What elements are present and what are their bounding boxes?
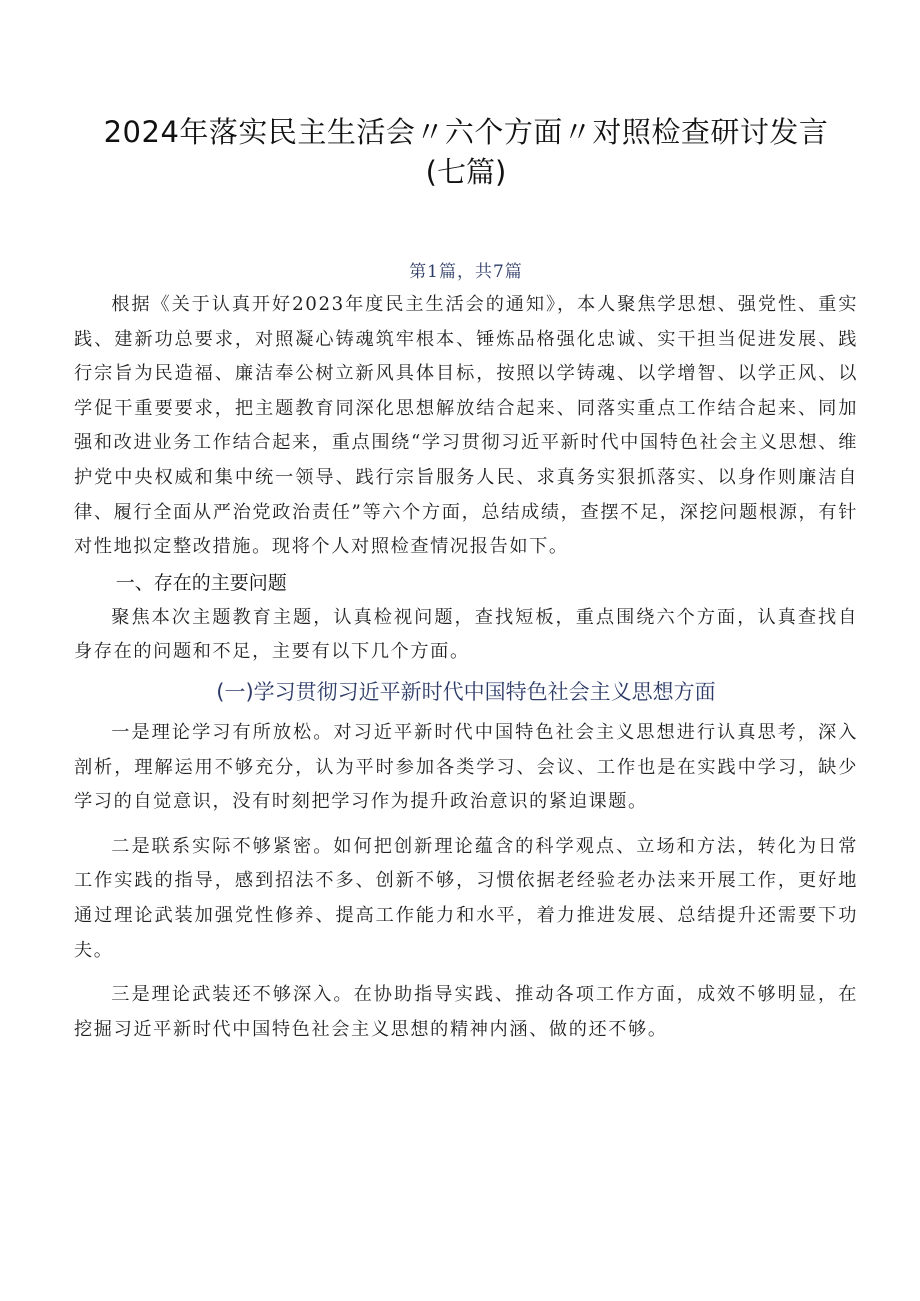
part-indicator: 第1篇，共7篇 xyxy=(409,262,523,282)
point-three-paragraph: 三是理论武装还不够深入。在协助指导实践、推动各项工作方面，成效不够明显，在挖掘习近平新时代中国特色社会主义思想的精神内涵、做的还不够。 xyxy=(74,984,858,1040)
point-two-paragraph: 二是联系实际不够紧密。如何把创新理论蕴含的科学观点、立场和方法，转化为日常工作实践的指导，感到招法不多、创新不够，习惯依据老经验老办法来开展工作，更好地通过理论武装加强党性修养、提高工作能力和水平，着力推进发展、总结提升还需要下功夫。 xyxy=(74,835,858,961)
point-one-paragraph: 一是理论学习有所放松。对习近平新时代中国特色社会主义思想进行认真思考，深入剖析，理解运用不够充分，认为平时参加各类学习、会议、工作也是在实践中学习，缺少学习的自觉意识，没有时刻把学习作为提升政治意识的紧迫课题。 xyxy=(74,721,858,813)
document-title: 2024年落实民主生活会〃六个方面〃对照检查研讨发言 xyxy=(103,115,829,149)
subsection-heading-theory: (一)学习贯彻习近平新时代中国特色社会主义思想方面 xyxy=(216,679,716,704)
document-title-subtitle: (七篇) xyxy=(425,155,507,189)
focus-paragraph: 聚焦本次主题教育主题，认真检视问题，查找短板，重点围绕六个方面，认真查找自身存在的问题和不足，主要有以下几个方面。 xyxy=(74,606,858,663)
section-heading-main-problems: 一、存在的主要问题 xyxy=(115,571,287,594)
intro-paragraph: 根据《关于认真开好2023年度民主生活会的通知》，本人聚焦学思想、强党性、重实践、建新功总要求，对照凝心铸魂筑牢根本、锤炼品格强化忠诚、实干担当促进发展、践行宗旨为民造福、廉洁奉公树立新风具体目标，按照以学铸魂、以学增智、以学正风、以学促干重要要求，把主题教育同深化思想解放结合起来、同落实重点工作结合起来、同加强和改进业务工作结合起来，重点围绕“学习贯彻习近平新时代中国特色社会主义思想、维护党中央权威和集中统一领导、践行宗旨服务人民、求真务实狠抓落实、以身作则廉洁自律、履行全面从严治党政治责任”等六个方面，总结成绩，查摆不足，深挖问题根源，有针对性地拟定整改措施。现将个人对照检查情况报告如下。 xyxy=(74,294,858,558)
